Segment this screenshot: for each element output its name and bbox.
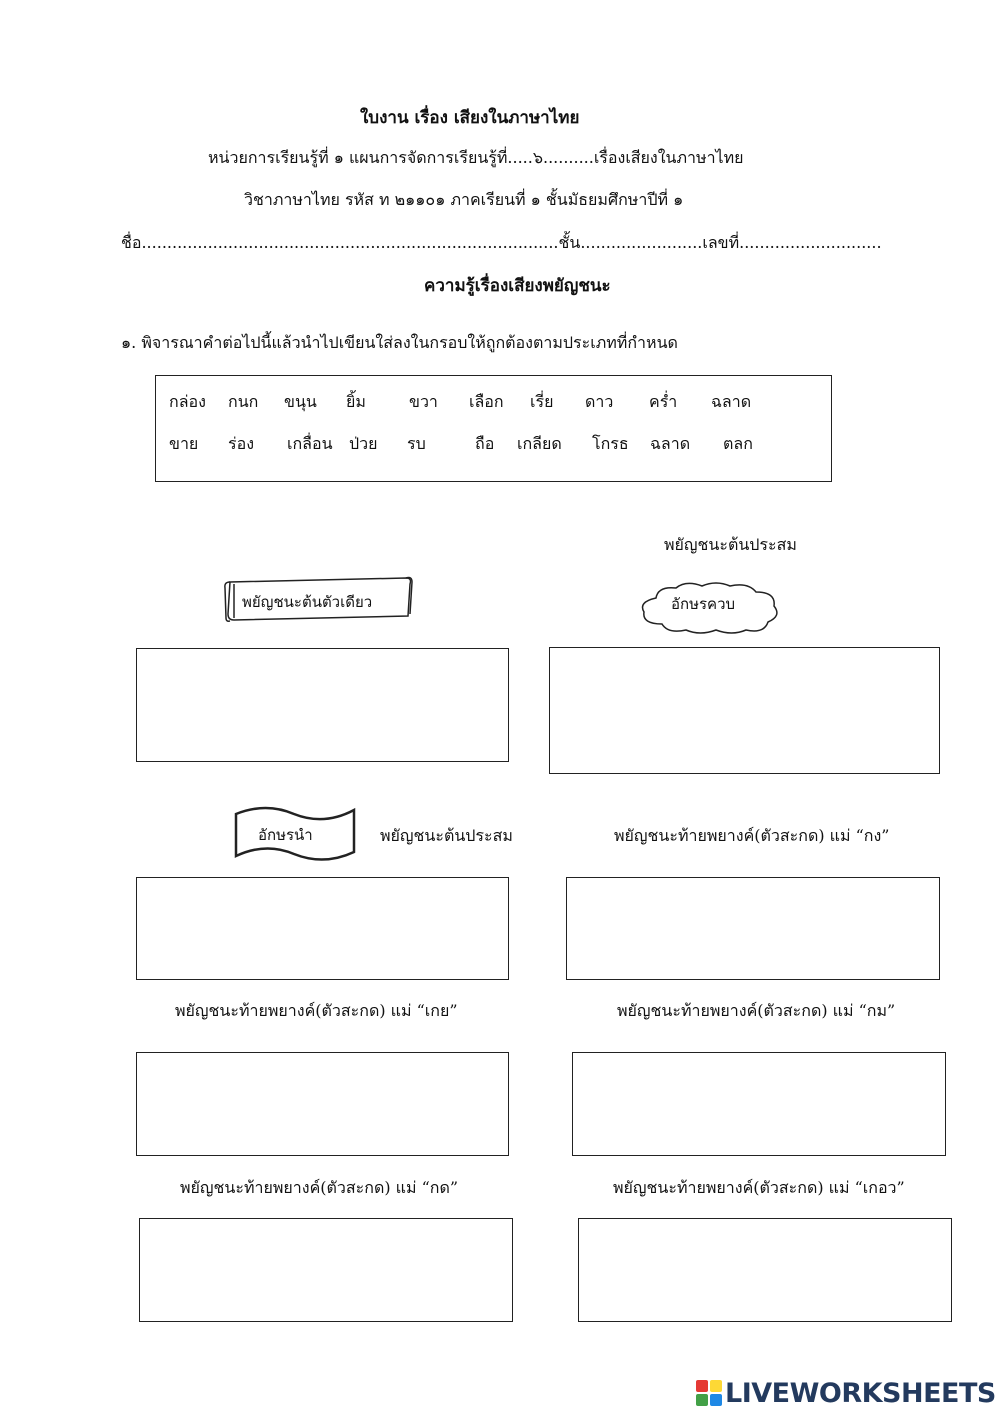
final-kot-label: พยัญชนะท้ายพยางค์(ตัวสะกด) แม่ “กด” xyxy=(180,1178,459,1197)
word-bank-word: ฉลาด xyxy=(650,434,691,453)
logo-square xyxy=(696,1394,708,1406)
word-bank-word: กนก xyxy=(228,392,259,411)
answer-box-final-kong[interactable] xyxy=(566,877,940,980)
logo-square xyxy=(696,1380,708,1392)
final-koei-label: พยัญชนะท้ายพยางค์(ตัวสะกด) แม่ “เกย” xyxy=(175,1001,458,1020)
leading-compound-label: พยัญชนะต้นประสม xyxy=(380,826,513,845)
answer-box-final-kot[interactable] xyxy=(139,1218,513,1322)
word-bank-word: ขนุน xyxy=(284,392,317,411)
answer-box-final-koeo[interactable] xyxy=(578,1218,952,1322)
word-bank-word: ถือ xyxy=(475,434,495,453)
word-bank-box xyxy=(155,375,832,482)
answer-box-single-initial[interactable] xyxy=(136,648,509,762)
word-bank-word: ฉลาด xyxy=(711,392,752,411)
single-initial-label: พยัญชนะต้นตัวเดียว xyxy=(242,593,373,611)
final-kom-label: พยัญชนะท้ายพยางค์(ตัวสะกด) แม่ “กม” xyxy=(617,1001,896,1020)
subject-line: วิชาภาษาไทย รหัส ท ๒๑๑๐๑ ภาคเรียนที่ ๑ ชั้นมัธยมศึกษาปีที่ ๑ xyxy=(244,190,684,209)
answer-box-leading[interactable] xyxy=(136,877,509,980)
word-bank-word: ยิ้ม xyxy=(346,392,366,411)
word-bank-word: ตลก xyxy=(723,434,753,453)
logo-text: LIVEWORKSHEETS xyxy=(725,1377,996,1409)
word-bank-word: เรี่ย xyxy=(530,392,554,411)
word-bank-word: โกรธ xyxy=(592,434,629,453)
section-title: ความรู้เรื่องเสียงพยัญชนะ xyxy=(424,276,611,296)
final-koeo-label: พยัญชนะท้ายพยางค์(ตัวสะกด) แม่ “เกอว” xyxy=(613,1178,905,1197)
leading-consonant-label: อักษรนำ xyxy=(258,826,313,844)
worksheet-title: ใบงาน เรื่อง เสียงในภาษาไทย xyxy=(360,108,580,128)
logo-square xyxy=(710,1394,722,1406)
word-bank-word: กล่อง xyxy=(169,392,206,411)
final-kong-label: พยัญชนะท้ายพยางค์(ตัวสะกด) แม่ “กง” xyxy=(614,826,890,845)
student-name-line: ชื่อ..................................................................................ชั้น........................เลขที่............................ xyxy=(121,233,882,252)
word-bank-word: ป่วย xyxy=(349,434,378,453)
liveworksheets-logo-icon xyxy=(696,1380,722,1406)
compound-initial-heading: พยัญชนะต้นประสม xyxy=(664,535,797,554)
word-bank-word: ร่อง xyxy=(228,434,255,453)
word-bank-word: คร่ำ xyxy=(649,392,678,411)
word-bank-word: ขวา xyxy=(409,392,438,411)
instruction-text: ๑. พิจารณาคำต่อไปนี้แล้วนำไปเขียนใส่ลงในกรอบให้ถูกต้องตามประเภทที่กำหนด xyxy=(121,333,678,352)
logo-square xyxy=(710,1380,722,1392)
unit-line: หน่วยการเรียนรู้ที่ ๑ แผนการจัดการเรียนรู้ที่.....๖..........เรื่องเสียงในภาษาไทย xyxy=(208,148,744,167)
answer-box-cluster[interactable] xyxy=(549,647,940,774)
answer-box-final-kom[interactable] xyxy=(572,1052,946,1156)
liveworksheets-logo xyxy=(696,1378,996,1408)
word-bank-word: รบ xyxy=(407,434,426,453)
word-bank-word: ดาว xyxy=(585,392,614,411)
answer-box-final-koei[interactable] xyxy=(136,1052,509,1156)
word-bank-word: เกลื่อน xyxy=(287,434,333,453)
word-bank-word: เกลียด xyxy=(517,434,562,453)
cluster-label: อักษรควบ xyxy=(671,595,736,613)
word-bank-word: ขาย xyxy=(169,434,199,453)
word-bank-word: เลือก xyxy=(469,392,504,411)
